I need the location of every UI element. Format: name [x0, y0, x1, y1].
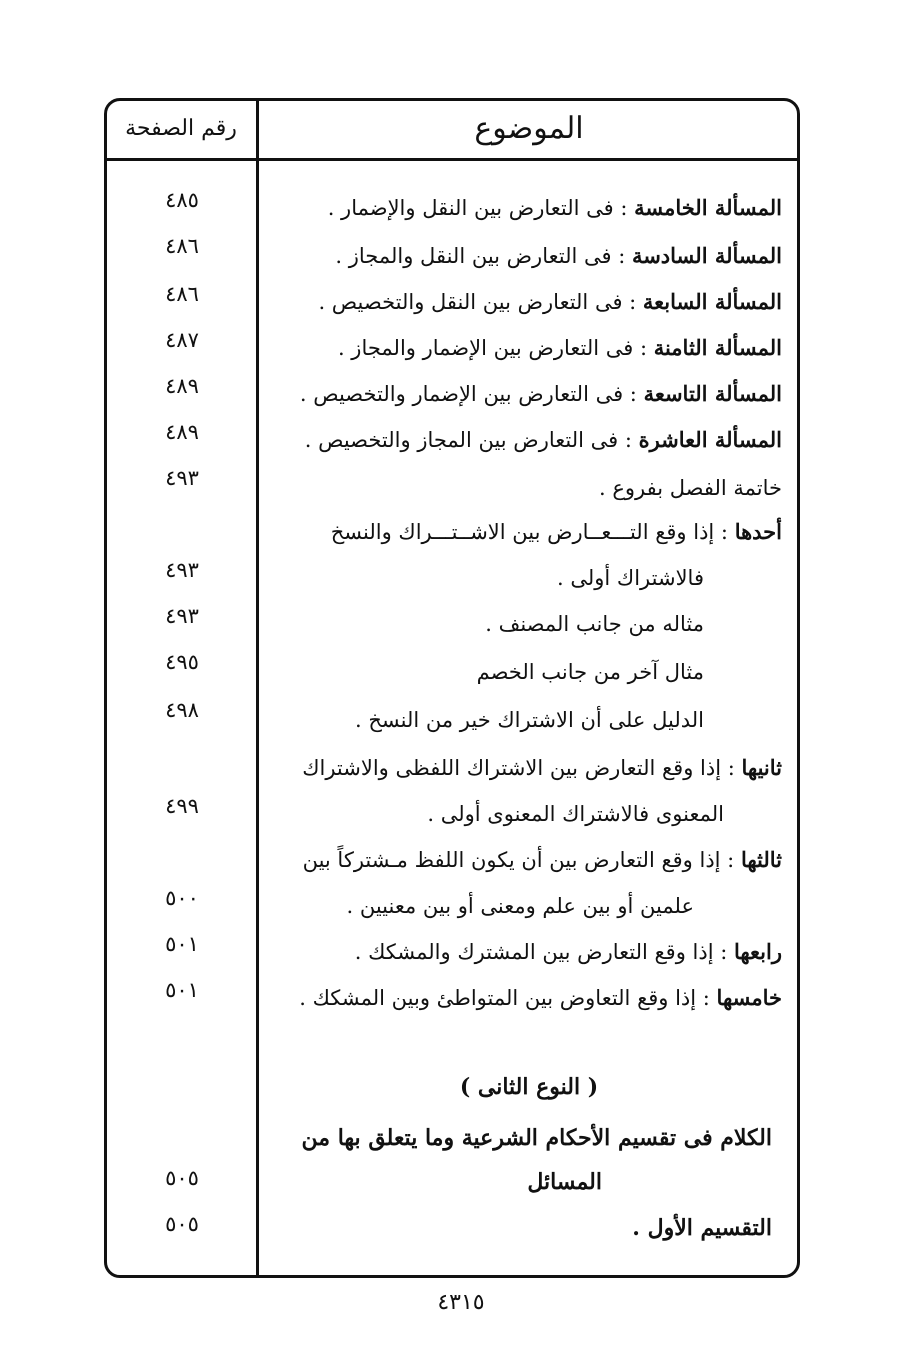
toc-entry — [485, 604, 704, 644]
toc-entry-continuation — [427, 794, 724, 834]
entry-text: خاتمة الفصل بفروع . — [598, 476, 782, 500]
toc-entry — [355, 932, 782, 972]
header-topic: الموضوع — [474, 111, 584, 146]
entry-page: ٤٩٣ — [165, 604, 199, 628]
section-line-1: الكلام فى تقسيم الأحكام الشرعية وما يتعلق بها من — [301, 1125, 772, 1151]
toc-entry — [299, 978, 782, 1018]
toc-entry — [300, 374, 782, 414]
entry-text: مثال آخر من جانب الخصم — [476, 660, 704, 684]
toc-entry — [599, 468, 782, 508]
entry-title: المسألة العاشرة — [638, 427, 782, 452]
entry-page: ٤٩٥ — [165, 650, 199, 674]
toc-entry — [328, 188, 782, 228]
toc-entry — [477, 652, 704, 692]
entry-text: علمين أو بين علم ومعنى أو بين معنيين . — [346, 894, 694, 918]
entry-title: المسألة التاسعة — [643, 381, 782, 406]
toc-entry — [331, 512, 782, 552]
entry-title: ثانيها — [741, 755, 782, 780]
entry-page: ٤٨٩ — [165, 374, 199, 398]
entry-page: ٤٨٧ — [165, 328, 199, 352]
toc-entry — [355, 700, 704, 740]
entry-text: : إذا وقع التعارض بين أن يكون اللفظ مـشتركاً بين — [302, 848, 741, 872]
entry-title: المسألة السابعة — [642, 289, 782, 314]
entry-page: ٤٨٩ — [165, 420, 199, 444]
header-divider — [104, 158, 800, 161]
section-line-3: التقسيم الأول . — [632, 1215, 772, 1241]
entry-text: : إذا وقع التـــعــارض بين الاشــتـــراك والنسخ — [330, 520, 735, 544]
toc-entry — [335, 236, 782, 276]
entry-text: مثاله من جانب المصنف . — [485, 612, 704, 636]
header-page-number: رقم الصفحة — [125, 116, 237, 141]
entry-page: ٤٩٨ — [165, 698, 199, 722]
section-line-2: المسائل — [527, 1169, 602, 1195]
entry-page: ٤٨٦ — [165, 282, 199, 306]
entry-text: : إذا وقع التعاوض بين المتواطئ وبين المشكك . — [299, 986, 717, 1010]
entry-title: ثالثها — [740, 847, 782, 872]
entry-title: رابعها — [733, 939, 782, 964]
entry-text: : إذا وقع التعارض بين المشترك والمشكك . — [354, 940, 734, 964]
entry-text: المعنوى فالاشتراك المعنوى أولى . — [427, 802, 724, 826]
entry-title: المسألة الخامسة — [634, 195, 782, 220]
entry-page: ٥٠١ — [165, 932, 199, 956]
section-line-2-page: ٥٠٥ — [165, 1166, 199, 1190]
entry-page: ٥٠٠ — [165, 886, 199, 910]
entry-page: ٤٨٦ — [165, 234, 199, 258]
entry-text: فالاشتراك أولى . — [557, 566, 704, 590]
entry-title: خامسها — [716, 985, 782, 1010]
entry-text: : فى التعارض بين النقل والمجاز . — [335, 244, 632, 268]
entry-title: المسألة السادسة — [631, 243, 782, 268]
entry-text: : فى التعارض بين النقل والتخصيص . — [318, 290, 643, 314]
toc-entry — [305, 420, 782, 460]
entry-text: : فى التعارض بين الإضمار والمجاز . — [337, 336, 654, 360]
toc-entry — [318, 282, 782, 322]
entry-page: ٤٩٣ — [165, 466, 199, 490]
toc-entry-continuation — [557, 558, 704, 598]
toc-entry — [303, 840, 782, 880]
section-line-3-page: ٥٠٥ — [165, 1212, 199, 1236]
entry-text: : فى التعارض بين المجاز والتخصيص . — [304, 428, 639, 452]
entry-text: الدليل على أن الاشتراك خير من النسخ . — [354, 708, 704, 732]
entry-text: : فى التعارض بين النقل والإضمار . — [327, 196, 635, 220]
toc-entry — [338, 328, 782, 368]
entry-text: : فى التعارض بين الإضمار والتخصيص . — [299, 382, 644, 406]
column-divider — [256, 98, 259, 1278]
entry-page: ٤٩٣ — [165, 558, 199, 582]
entry-title: المسألة الثامنة — [653, 335, 782, 360]
entry-page: ٤٨٥ — [165, 188, 199, 212]
entry-page: ٥٠١ — [165, 978, 199, 1002]
section-title: ( النوع الثانى ) — [459, 1074, 599, 1100]
entry-text: : إذا وقع التعارض بين الاشتراك اللفظى والاشتراك — [302, 756, 742, 780]
entry-title: أحدها — [734, 519, 782, 544]
footer-page-number: ٤٣١٥ — [437, 1290, 485, 1315]
entry-page: ٤٩٩ — [165, 794, 199, 818]
toc-entry — [302, 748, 782, 788]
toc-entry-continuation — [346, 886, 694, 926]
